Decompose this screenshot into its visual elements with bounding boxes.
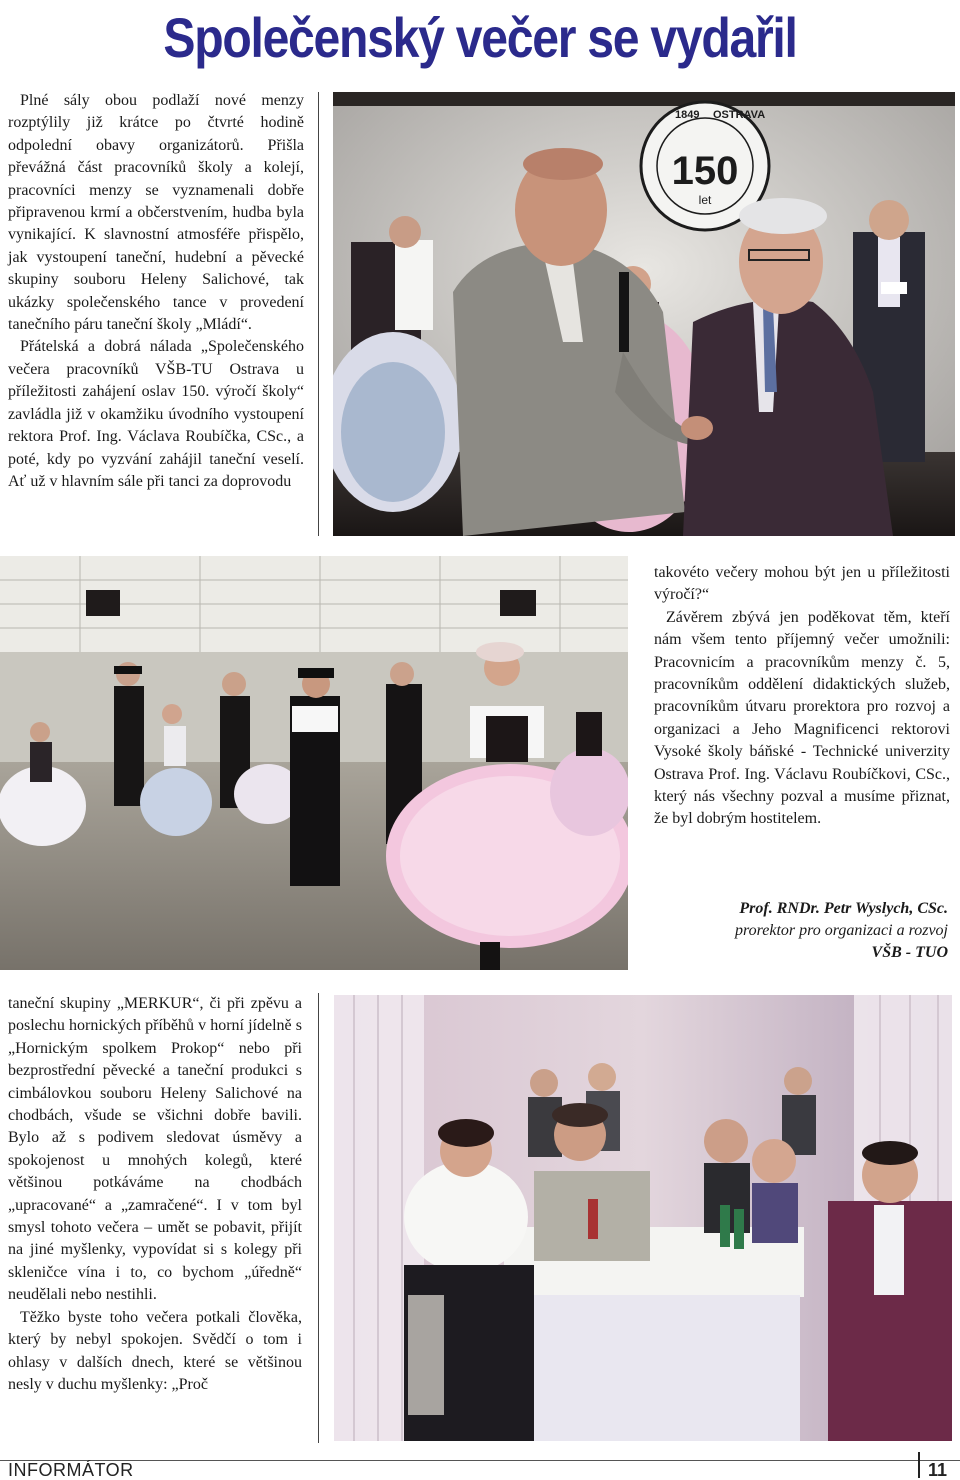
sign-year: 1849 [675,109,700,121]
text-column-3 [8,993,302,1396]
footer-divider [918,1452,920,1478]
signature-block [735,898,948,964]
footer-rule [0,1460,960,1461]
paragraph-thanks: Závěrem zbývá jen poděkovat těm, kteří nám všem tento příjemný večer umožnili: Pracovnicím a pracovníkům menzy č. 5, pracovníkům oddělení didaktických služeb, pracovníkům útvaru prorektora pro rozvoj a organizaci a Jeho Magnificenci rektorovi Vysoké školy báňské - Technické univerzity Ostrava Prof. Ing. Václavu Roubíčkovi, CSc., který nás všechny pozval a musíme přiznat, že byl dobrým hostitelem. [654,608,950,828]
sign-number: 150 [671,149,739,193]
sign-unit: let [698,193,712,207]
signature-name: Prof. RNDr. Petr Wyslych, CSc. [739,900,948,917]
photo-folk-dancers [0,556,628,970]
paragraph-question-end: takovéto večery mohou být jen u příležitosti výročí?“ [654,564,950,604]
article-title: Společenský večer se vydařil [163,6,797,69]
page-number: 11 [928,1460,948,1480]
text-column-2 [654,562,950,831]
paragraph-mood: Přátelská a dobrá nálada „Společenského večera pracovníků VŠB-TU Ostrava u příležitosti zahájení oslav 150. výročí školy“ zavládla již v okamžiku úvodního vystoupení rektora Prof. Ing. Václava Roubíčka, CSc., a poté, kdy po vyzvání zahájil taneční veselí. Ať už v hlavním sále při tanci za doprovodu [8,338,304,490]
signature-unit: VŠB - TUO [871,944,948,961]
column-rule-3 [318,993,319,1443]
signature-role: prorektor pro organizaci a rozvoj [734,922,948,939]
paragraph-satisfaction: Těžko byste toho večera potkali člověka, který by nebyl spokojen. Svědčí o tom i ohlasy v dalších dnech, které se většinou nesly v duchu myšlenky: „Proč [8,1308,302,1393]
column-rule-1 [318,92,319,536]
sign-city: OSTRAVA [713,109,766,121]
text-column-1 [8,90,304,493]
photo-seated-guests [334,995,952,1441]
paragraph-intro: Plné sály obou podlaží nové menzy rozptýlily již krátce po čtvrté hodině odpolední obavy organizátorů. Přišla převážná část pracovníků školy a kolejí, pracovníci menzy se vyznamenali dobře připravenou krmí a občerstvením, hudba byla vynikající. K slavnostní atmosféře přispělo, jak vystoupení taneční, hudební a pěvecké skupiny souboru Heleny Salichové, tak ukázky společenského tance v provedení tanečního páru taneční školy „Mládí“. [8,92,304,334]
photo-handshake [333,92,955,536]
paragraph-dancing: taneční skupiny „MERKUR“, či při zpěvu a poslechu hornických příběhů v horní jídelně s „Hornickým spolkem Prokop“ nebo při bezprostřední pěvecké a taneční produkci s cimbálovkou souboru Heleny Salichové na chodbách, všude se všichni dobře bavili. Bylo až s podivem sledovat úsměvy a spokojenost u mnohých kolegů, které většinou potkáváme na chodbách „upracované“ a „zamračené“. I v tom byl smysl tohoto večera – umět se pobavit, přijít na jiné myšlenky, vypovídat si s kolegy při skleničce vína i to, co bychom „úředně“ neudělali nebo nestihli. [8,995,302,1304]
footer-publication: INFORMÁTOR [8,1460,134,1480]
